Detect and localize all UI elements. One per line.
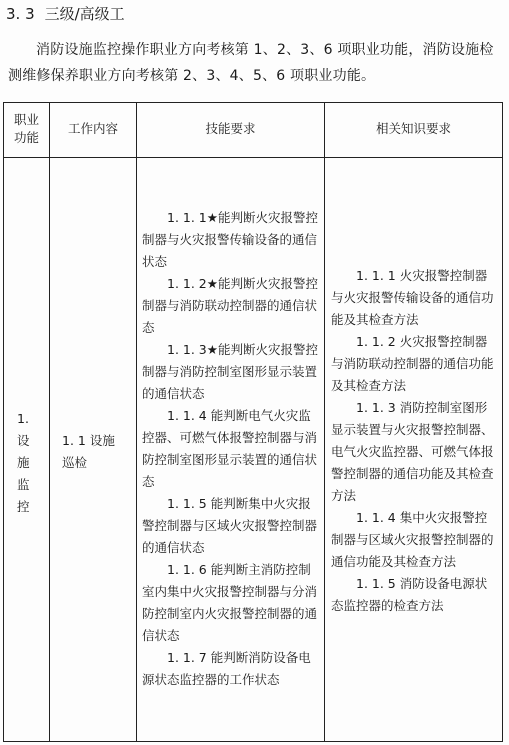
knowledge-item: 1. 1. 3 消防控制室图形显示装置与火灾报警控制器、电气火灾监控器、可燃气体报警控制器的通信功能及其检查方法 (331, 400, 494, 503)
header-skills: 技能要求 (205, 121, 256, 136)
knowledge-item: 1. 1. 5 消防设备电源状态监控器的检查方法 (331, 576, 488, 613)
section-number: 3. 3 (6, 5, 35, 23)
cell-work: 1. 1 设施 巡检 (62, 433, 115, 470)
skill-item: 1. 1. 5 能判断集中火灾报警控制器与区域火灾报警控制器的通信状态 (142, 496, 318, 555)
section-title: 三级/高级工 (44, 5, 125, 23)
knowledge-item: 1. 1. 1 火灾报警控制器与火灾报警传输设备的通信功能及其检查方法 (331, 268, 494, 327)
skill-item: 1. 1. 2★能判断火灾报警控制器与消防联动控制器的通信状态 (142, 276, 318, 335)
cell-function: 1. 设 施 监 控 (17, 411, 30, 514)
skills-table (3, 102, 503, 742)
table-divider (324, 103, 325, 741)
cell-knowledge (331, 265, 497, 617)
table-divider (136, 103, 137, 741)
knowledge-item: 1. 1. 4 集中火灾报警控制器与区域火灾报警控制器的通信功能及其检查方法 (331, 510, 494, 569)
table-divider (4, 157, 502, 158)
header-function: 职业 功能 (13, 112, 39, 145)
skill-item: 1. 1. 6 能判断主消防控制室内集中火灾报警控制器与分消防控制室内火灾报警控制器的通信状态 (142, 562, 318, 643)
skill-item: 1. 1. 1★能判断火灾报警控制器与火灾报警传输设备的通信状态 (142, 210, 318, 269)
skill-item: 1. 1. 4 能判断电气火灾监控器、可燃气体报警控制器与消防控制室图形显示装置的通信状态 (142, 408, 318, 489)
table-divider (49, 103, 50, 741)
knowledge-item: 1. 1. 2 火灾报警控制器与消防联动控制器的通信功能及其检查方法 (331, 334, 494, 393)
skill-item: 1. 1. 3★能判断火灾报警控制器与消防控制室图形显示装置的通信状态 (142, 342, 318, 401)
header-knowledge: 相关知识要求 (375, 121, 451, 136)
cell-skills (142, 207, 318, 691)
skill-item: 1. 1. 7 能判断消防设备电源状态监控器的工作状态 (142, 650, 311, 687)
header-work: 工作内容 (67, 121, 118, 136)
section-heading (6, 4, 125, 24)
intro-paragraph: 消防设施监控操作职业方向考核第 1、2、3、6 项职业功能，消防设施检测维修保养职业方向考核第 2、3、4、5、6 项职业功能。 (8, 42, 494, 84)
